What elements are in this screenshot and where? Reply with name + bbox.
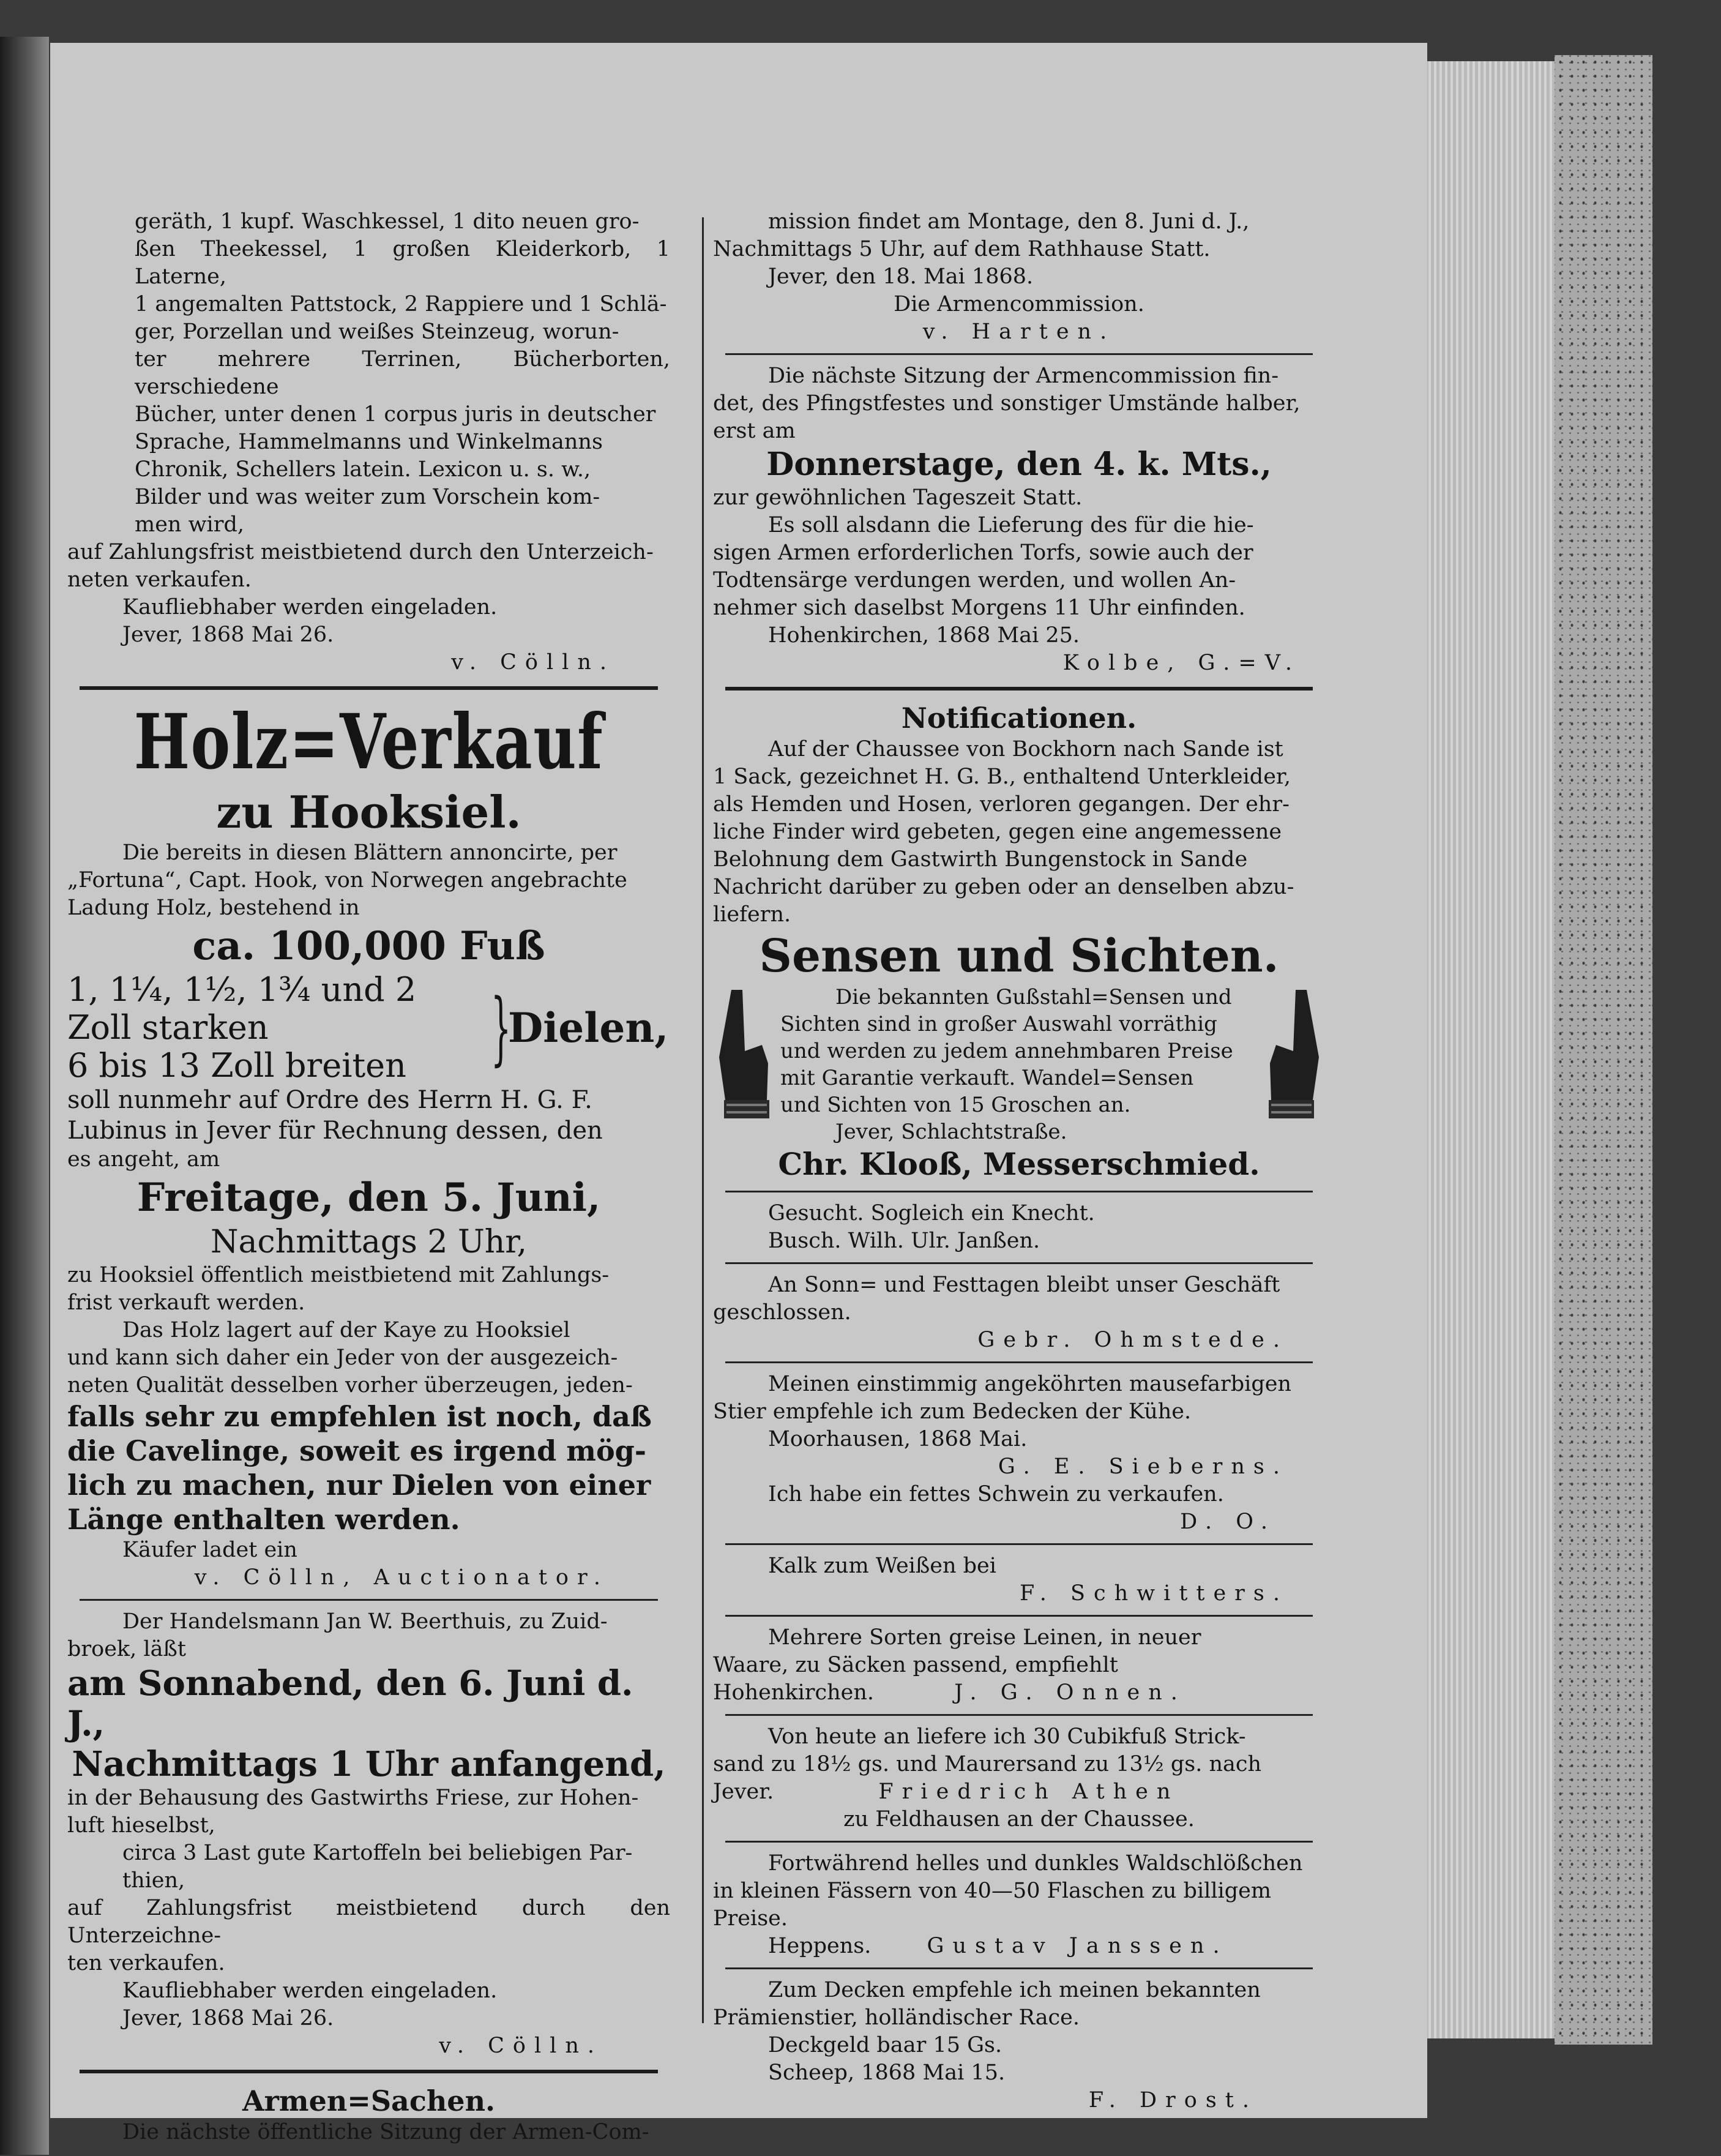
section-rule: [725, 1714, 1313, 1716]
signature: F. Drost.: [1088, 2088, 1258, 2113]
text-line: Sichten sind in großer Auswahl vorräthig: [780, 1012, 1217, 1036]
holz-subtitle: zu Hooksiel.: [216, 786, 521, 838]
section-rule: [725, 1543, 1313, 1545]
text-line: Prämienstier, holländischer Race.: [713, 2005, 1080, 2030]
text-line: soll nunmehr auf Ordre des Herrn H. G. F.: [67, 1086, 592, 1114]
text-line: Bücher, unter denen 1 corpus juris in deutscher: [135, 402, 656, 427]
text-line: Lubinus in Jever für Rechnung dessen, den: [67, 1117, 603, 1145]
text-line: erst am: [713, 419, 796, 443]
text-line: Das Holz lagert auf der Kaye zu Hooksiel: [122, 1318, 570, 1342]
text-line: Die nächste Sitzung der Armencommission fin-: [768, 364, 1279, 388]
signature: v. Cölln.: [439, 2034, 603, 2058]
book-binding-left: [0, 37, 49, 2155]
signature: v. Cölln.: [451, 650, 615, 675]
text-line: Deckgeld baar 15 Gs.: [768, 2033, 1002, 2057]
text-line: und kann sich daher ein Jeder von der ausgezeich-: [67, 1346, 618, 1370]
text-line: Die nächste öffentliche Sitzung der Armen-Com-: [122, 2120, 649, 2144]
text-line: Belohnung dem Gastwirth Bungenstock in Sande: [713, 847, 1248, 872]
armen-sachen-title: Armen=Sachen.: [242, 2084, 496, 2117]
text-line: Länge enthalten werden.: [67, 1503, 460, 1536]
section-rule: [725, 1967, 1313, 1969]
text-line: sand zu 18½ gs. und Maurersand zu 13½ gs. nach: [713, 1752, 1262, 1776]
sitzung-date: Donnerstage, den 4. k. Mts.,: [766, 446, 1272, 483]
section-rule: [725, 353, 1313, 355]
text-line: circa 3 Last gute Kartoffeln bei beliebigen Par-: [122, 1841, 633, 1865]
text-line: Auf der Chaussee von Bockhorn nach Sande ist: [768, 737, 1283, 762]
text-line: thien,: [122, 1868, 185, 1893]
place-date: Jever, 1868 Mai 26.: [122, 623, 334, 647]
text-line: Zum Decken empfehle ich meinen bekannten: [768, 1978, 1261, 2002]
text-line: und werden zu jedem annehmbaren Preise: [780, 1039, 1233, 1063]
text-line: mit Garantie verkauft. Wandel=Sensen: [780, 1066, 1194, 1090]
text-line: zu Hooksiel öffentlich meistbietend mit Zahlungs-: [67, 1263, 610, 1287]
text-line: liche Finder wird gebeten, gegen eine angemessene: [713, 820, 1282, 844]
place-date: Moorhausen, 1868 Mai.: [768, 1427, 1028, 1451]
text-line: neten verkaufen.: [67, 567, 252, 592]
text-line: geschlossen.: [713, 1300, 851, 1325]
signature: J. G. Onnen.: [954, 1680, 1186, 1705]
text-line: Die bekannten Gußstahl=Sensen und: [835, 985, 1232, 1009]
text-line: sigen Armen erforderlichen Torfs, sowie auch der: [713, 541, 1253, 565]
text-line: falls sehr zu empfehlen ist noch, daß: [67, 1400, 652, 1433]
right-column: [713, 208, 1325, 2114]
signature: Gustav Janssen.: [927, 1934, 1228, 1958]
holz-amount: ca. 100,000 Fuß: [192, 923, 545, 969]
text-line: 1 Sack, gezeichnet H. G. B., enthaltend Unterkleider,: [713, 765, 1291, 789]
signature: v. Cölln, Auctionator.: [194, 1565, 609, 1590]
text-line: Fortwährend helles und dunkles Waldschlößchen: [768, 1851, 1303, 1876]
text-line: in der Behausung des Gastwirths Friese, zur Hohen-: [67, 1786, 639, 1810]
invitation-line: Kaufliebhaber werden eingeladen.: [122, 595, 498, 619]
signature: Kolbe, G.=V.: [1062, 651, 1301, 675]
text-line: Gesucht. Sogleich ein Knecht.: [768, 1201, 1095, 1226]
signature: Gebr. Ohmstede.: [977, 1328, 1288, 1352]
text-line: Nachricht darüber zu geben oder an denselben abzu-: [713, 875, 1294, 899]
text-line: broek, läßt: [67, 1637, 186, 1661]
kartoffel-sale-date: am Sonnabend, den 6. Juni d. J.,: [67, 1663, 633, 1744]
text-line: Meinen einstimmig angeköhrten mausefarbigen: [768, 1372, 1292, 1396]
text-line: als Hemden und Hosen, verloren gegangen. Der ehr-: [713, 792, 1290, 817]
text-line: Bilder und was weiter zum Vorschein kom-: [135, 485, 600, 509]
text-line: neten Qualität desselben vorher überzeugen, jeden-: [67, 1373, 633, 1398]
text-line: ger, Porzellan und weißes Steinzeug, worun-: [135, 320, 619, 344]
text-line: Der Handelsmann Jan W. Beerthuis, zu Zuid-: [122, 1609, 608, 1634]
section-rule: [725, 1262, 1313, 1264]
text-line: ten verkaufen.: [67, 1951, 225, 1975]
text-line: luft hieselbst,: [67, 1813, 215, 1838]
place-date: Jever, den 18. Mai 1868.: [768, 264, 1034, 289]
section-rule: [80, 686, 658, 690]
dielen-line: Zoll starken: [67, 1008, 269, 1047]
text-line: nehmer sich daselbst Morgens 11 Uhr einfinden.: [713, 596, 1245, 620]
left-column: [67, 208, 670, 2146]
text-line: Sprache, Hammelmanns und Winkelmanns: [135, 430, 603, 454]
text-line: Waare, zu Säcken passend, empfiehlt: [713, 1653, 1118, 1677]
pointing-hand-icon: [1258, 984, 1325, 1125]
section-rule: [725, 1191, 1313, 1192]
text-line: geräth, 1 kupf. Waschkessel, 1 dito neuen gro-: [135, 209, 640, 234]
signature: G. E. Sieberns.: [998, 1454, 1288, 1479]
signature-location: zu Feldhausen an der Chaussee.: [843, 1807, 1195, 1832]
text-line: Ich habe ein fettes Schwein zu verkaufen.: [768, 1482, 1224, 1507]
holz-verkauf-title: Holz=Verkauf: [133, 698, 604, 787]
section-rule: [80, 2070, 658, 2073]
section-rule: [725, 1361, 1313, 1363]
place-date: Scheep, 1868 Mai 15.: [768, 2061, 1006, 2085]
text-line: Mehrere Sorten greise Leinen, in neuer: [768, 1625, 1201, 1650]
text-line: Kalk zum Weißen bei: [768, 1554, 996, 1578]
book-cover-edge: [1555, 55, 1652, 2045]
text-line: ter mehrere Terrinen, Bücherborten, verschiedene: [135, 347, 670, 399]
text-line: Jever, Schlachtstraße.: [835, 1120, 1067, 1144]
sensen-title: Sensen und Sichten.: [759, 930, 1279, 983]
auction-inventory-text: [67, 208, 670, 539]
holz-bold-notice: [67, 1399, 670, 1537]
text-line: Käufer ladet ein: [122, 1538, 297, 1562]
text-line: men wird,: [135, 512, 244, 537]
signature: D. O.: [1180, 1510, 1276, 1534]
place-date: Jever, 1868 Mai 26.: [122, 2006, 334, 2031]
sensen-ad: [713, 984, 1325, 1145]
text-line: ßen Theekessel, 1 großen Kleiderkorb, 1 Laterne,: [135, 237, 670, 289]
text-line: Preise.: [713, 1906, 788, 1931]
text-line: Stier empfehle ich zum Bedecken der Kühe.: [713, 1399, 1192, 1424]
text-line: Ladung Holz, bestehend in: [67, 896, 360, 920]
text-line: liefern.: [713, 902, 791, 927]
place-date: Hohenkirchen, 1868 Mai 25.: [768, 623, 1080, 648]
text-line: in kleinen Fässern von 40—50 Flaschen zu billigem: [713, 1879, 1272, 1903]
text-line: det, des Pfingstfestes und sonstiger Umstände halber,: [713, 391, 1301, 416]
pointing-hand-icon: [713, 984, 780, 1125]
signature: v. Harten.: [922, 320, 1116, 344]
holz-sale-time: Nachmittags 2 Uhr,: [211, 1224, 527, 1260]
text-line: 1 angemalten Pattstock, 2 Rappiere und 1 Schlä-: [135, 292, 667, 316]
text-line: die Cavelinge, soweit es irgend mög-: [67, 1434, 646, 1467]
text-line: An Sonn= und Festtagen bleibt unser Geschäft: [768, 1273, 1280, 1297]
invitation-line: Kaufliebhaber werden eingeladen.: [122, 1978, 498, 2003]
text-line: Von heute an liefere ich 30 Cubikfuß Strick-: [768, 1724, 1246, 1749]
text-line: auf Zahlungsfrist meistbietend durch den Unterzeichne-: [67, 1896, 670, 1948]
dielen-spec: [67, 971, 670, 1085]
text-line: frist verkauft werden.: [67, 1290, 305, 1315]
brace-glyph: }: [491, 981, 512, 1074]
place: Hohenkirchen.: [713, 1680, 875, 1705]
text-line: es angeht, am: [67, 1147, 220, 1172]
dielen-word: Dielen,: [508, 1004, 669, 1052]
dielen-line: 1, 1¼, 1½, 1¾ und 2: [67, 970, 417, 1009]
text-line: lich zu machen, nur Dielen von einer: [67, 1469, 651, 1502]
column-divider: [702, 217, 704, 2023]
kartoffel-sale-time: Nachmittags 1 Uhr anfangend,: [72, 1744, 666, 1784]
text-line: und Sichten von 15 Groschen an.: [780, 1093, 1131, 1117]
dielen-line: 6 bis 13 Zoll breiten: [67, 1046, 406, 1085]
section-rule: [725, 1841, 1313, 1843]
section-rule: [725, 1615, 1313, 1617]
text-line: Todtensärge verdungen werden, und wollen An-: [713, 568, 1236, 593]
place: Heppens.: [768, 1934, 872, 1958]
signature: Friedrich Athen: [878, 1780, 1179, 1804]
text-line: zur gewöhnlichen Tageszeit Statt.: [713, 485, 1083, 510]
text-line: Es soll alsdann die Lieferung des für die hie-: [768, 513, 1254, 537]
organization: Die Armencommission.: [894, 292, 1144, 316]
signature: Chr. Klooß, Messerschmied.: [778, 1146, 1260, 1182]
text-line: Nachmittags 5 Uhr, auf dem Rathhause Statt.: [713, 237, 1211, 261]
section-rule: [80, 1599, 658, 1601]
text-line: auf Zahlungsfrist meistbietend durch den Unterzeich-: [67, 540, 654, 564]
holz-sale-date: Freitage, den 5. Juni,: [136, 1175, 601, 1221]
section-rule: [725, 687, 1313, 691]
page-stack-edge: [1420, 61, 1567, 2038]
text-line: Chronik, Schellers latein. Lexicon u. s. w.,: [135, 457, 591, 482]
signature: Busch. Wilh. Ulr. Janßen.: [768, 1229, 1040, 1253]
text-line: mission findet am Montage, den 8. Juni d. J.,: [768, 209, 1250, 234]
text-line: Die bereits in diesen Blättern annoncirte, per: [122, 840, 618, 865]
signature: F. Schwitters.: [1019, 1581, 1288, 1606]
notificationen-title: Notificationen.: [901, 702, 1137, 735]
place: Jever.: [713, 1780, 774, 1804]
text-line: „Fortuna“, Capt. Hook, von Norwegen angebrachte: [67, 868, 627, 893]
